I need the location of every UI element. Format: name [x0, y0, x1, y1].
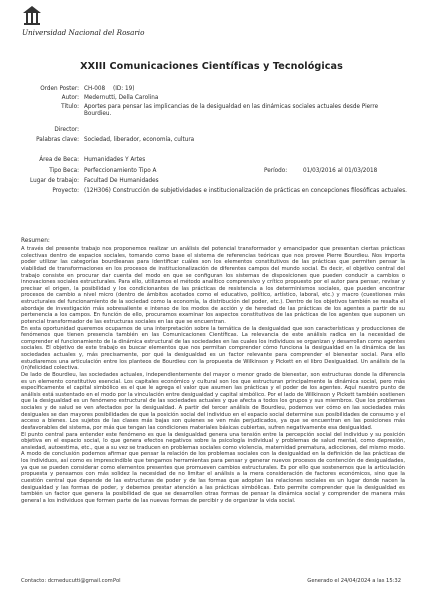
- lugar-value: Facultad De Humanidades: [84, 178, 159, 184]
- proyecto-value: (12H306) Construcción de subjetividades e institucionalización de prácticas en concepciones filosóficas actuales.: [84, 188, 407, 194]
- page-title: XXIII Comunicaciones Científicas y Tecnológicas: [80, 61, 343, 72]
- proyecto-label: Proyecto:: [52, 188, 79, 194]
- periodo-label: Período:: [264, 168, 288, 174]
- university-logo: [22, 5, 145, 43]
- autor-value: Medernutti, Della Carolina: [84, 95, 159, 101]
- lugar-label: Lugar de trabajo:: [30, 178, 79, 184]
- footer-generated: Generado el 24/04/2024 a las 15:32: [307, 578, 401, 584]
- autor-label: Autor:: [61, 95, 79, 101]
- titulo-label: Título:: [61, 104, 79, 110]
- university-name: Universidad Nacional del Rosario: [22, 28, 145, 37]
- abstract-body: [21, 246, 405, 504]
- orden-id: (ID: 19): [113, 86, 135, 92]
- footer-contact: Contacto: dcmeducutti@gmail.com: [21, 578, 113, 584]
- abstract-paragraph: En esta oportunidad queremos ocuparnos de una interpretación sobre la temática de la desigualdad que son características y producciones de fenómenos que tienen presencia también en las Comunicaciones Científicas. La relevancia de este análisis radica en la necesidad de comprender el funcionamiento de la dinámica estructural de las sociedades en las cuales los individuos se organizan y desarrollan como agentes sociales. El objetivo de este trabajo es buscar elementos que nos permitan comprender cómo funciona la desigualdad en la dinámica de las sociedades actuales y, más precisamente, por qué la desigualdad es un factor relevante para comprender el bienestar social. Para ello estudiaremos una articulación entre los planteos de Bourdieu con la propuesta de Wilkinson y Pickett en el libro Desigualdad. Un análisis de la (in)felicidad colectiva.: [21, 325, 405, 372]
- tipo-label: Tipo Beca:: [49, 168, 79, 174]
- university-emblem-icon: [22, 5, 42, 27]
- resumen-label: Resumen:: [21, 238, 50, 244]
- area-label: Área de Beca:: [39, 157, 79, 163]
- palabras-value: Sociedad, liberador, economía, cultura: [84, 137, 195, 143]
- abstract-paragraph: De lado de Bourdieu, las sociedades actuales, independientemente del mayor o menor grado de bienestar, son estructuras donde la diferencia es un elemento constitutivo esencial. Los capitales económico y cultural son los que estructuran principalmente la dinámica social, pero más específicamente el capital simbólico es el que le agrega el valor que asumen las prácticas y el poder de los agentes. Aquí nuestro punto de análisis está sustentado en el modo por la vinculación entre desigualdad y capital simbólico. Por el lado de Wilkinson y Pickett también sostienen que la desigualdad es un fenómeno estructural de las sociedades actuales y que afecta a todos los grupos y sus miembros. Que los problemas sociales y de salud se ven afectados por la desigualdad. A partir del tercer análisis de Bourdieu, podemos ver cómo en las sociedades más desiguales se dan mayores posibilidades de que la posición social del individuo en el espacio social determine sus posibilidades de consumo y el acceso a bienes. Los sujetos de las clases más bajas son quienes se ven más perjudicados, ya que se encuentran en las posiciones más desfavorables del sistema, por más que tengan las condiciones materiales básicas cubiertas, sufren negativamente esa desigualdad.: [21, 371, 405, 431]
- orden-label: Orden Poster:: [40, 86, 79, 92]
- tipo-value: Perfeccionamiento Tipo A: [84, 168, 157, 174]
- abstract-paragraph: A través del presente trabajo nos proponemos realizar un análisis del potencial transformador y emancipador que presentan ciertas prácticas colectivas dentro de espacios sociales, tomando como base el sistema de referencias teóricas que nos provee Pierre Bourdieu. Nos importa poder utilizar las categorías bourdieanas para identificar cuáles son los elementos constitutivos de las prácticas que permiten pensar la viabilidad de transformaciones en los procesos de institucionalización de diferentes campos del mundo social. Es decir, el objetivo central del trabajo consiste en procurar dar cuenta del modo en que se configuran los sistemas de disposiciones que pueden conducir a cambios o innovaciones sociales estructurales. Para ello, utilizamos el método analítico comprensivo y crítico propuesto por el autor para pensar, revisar y precisar el origen, la posibilidad y los condicionantes de las prácticas de resistencia a los determinismos sociales, que pueden encontrar procesos de cambio a nivel micro (dentro de ámbitos acotados como el educativo, político, artístico, laboral, etc.) y macro (cuestiones más estructurales del funcionamiento de la sociedad como la economía, la distribución del poder, etc.). Dentro de los objetivos también se resalta el abordaje de investigación más sobresaliente e intenso de los modos de acción y de heredad de las prácticas de los agentes a partir de su pertenencia a los campos. En función de ello, procuramos examinar los aspectos constitutivos de las prácticas de los agentes que suponen un potencial transformador de las estructuras sociales en las que se encuentran.: [21, 246, 405, 325]
- orden-value: CH-008: [84, 86, 106, 92]
- periodo-value: 01/03/2016 al 01/03/2018: [303, 168, 378, 174]
- abstract-paragraph: El punto central para entender este fenómeno es que la desigualdad genera una tensión entre la percepción social del individuo y su posición objetiva en el espacio social, lo que genera efectos negativos sobre la psicología individual y problemas de salud mental, como depresión, ansiedad, autoestima, etc., que a su vez se traducen en problemas sociales como violencia, maternidad prematura, adicciones, del mismo modo. A modo de conclusión podemos afirmar que pensar la relación de los problemas sociales con la desigualdad en la definición de las prácticas de los individuos, así como es imprescindible que tengamos herramientas para pensar y generar nuevos procesos de contención de desigualdades, ya que se pueden considerar como elementos presentes que promueven cambios estructurales. Es por ello que sostenemos que la articulación propuesta y pensamos con más solidez la necesidad de no limitar el análisis a la mera consideración de factores económicos, sino que la cuestión central que depende de las estructuras de poder y de las formas que adoptan las relaciones sociales es un lugar donde nacen la desigualdad y las formas de poder, y debemos prestar atención a las prácticas simbólicas. Esto permite comprender que la desigualdad es también un factor que genera la posibilidad de que se desarrollen otras formas de pensar la dinámica social y comprender de manera más general a los individuos que formen parte de las nuevas formas de percibir y de organizar la vida social.: [21, 431, 405, 504]
- titulo-value: Aportes para pensar las implicancias de la desigualdad en las dinámicas sociales actuales desde Pierre Bourdieu.: [84, 104, 379, 117]
- palabras-label: Palabras clave:: [36, 137, 79, 143]
- footer-page: Pol: [113, 578, 121, 584]
- area-value: Humanidades Y Artes: [84, 157, 146, 163]
- director-label: Director:: [54, 127, 79, 133]
